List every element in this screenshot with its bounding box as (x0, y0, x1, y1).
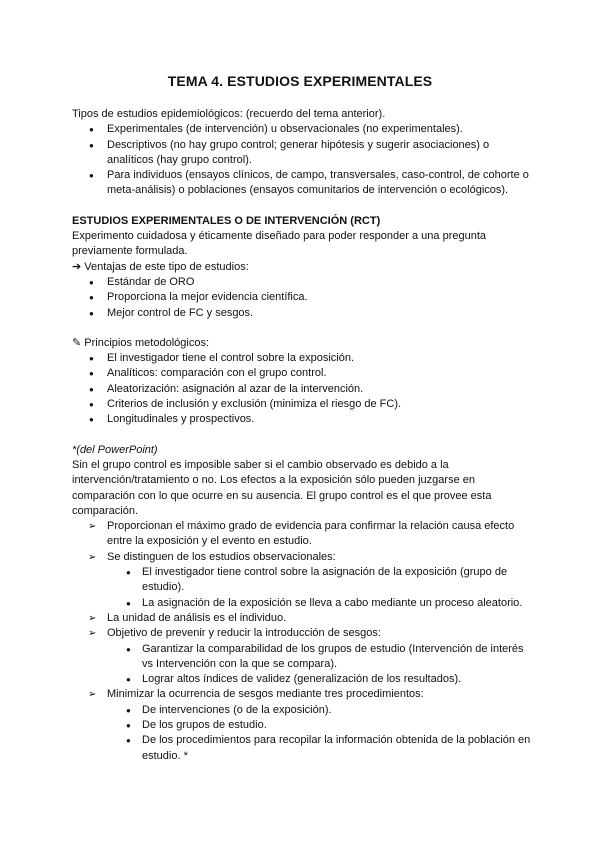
list-item: ● Estándar de ORO (72, 275, 532, 290)
sub-item: ● Garantizar la comparabilidad de los grupos de estudio (Intervención de interés vs Intervención con la que se compara). (72, 642, 532, 673)
list-item: ● Experimentales (de intervención) u observacionales (no experimentales). (72, 122, 532, 137)
page-title: TEMA 4. ESTUDIOS EXPERIMENTALES (167, 73, 433, 89)
arrow-icon: ➢ (88, 689, 97, 701)
list-item: ● Aleatorización: asignación al azar de la intervención. (72, 382, 532, 397)
arrow-item (72, 626, 532, 641)
advantages-list (72, 275, 532, 321)
intro-list (72, 122, 532, 198)
list-item: ● Analíticos: comparación con el grupo control. (72, 366, 532, 381)
list-item: ● Criterios de inclusión y exclusión (minimiza el riesgo de FC). (72, 397, 532, 412)
section-heading: ESTUDIOS EXPERIMENTALES O DE INTERVENCIÓN (RCT) (72, 214, 381, 227)
list-item: ● Descriptivos (no hay grupo control; generar hipótesis y sugerir asociaciones) o analíticos (hay grupo control). (72, 138, 532, 169)
intro-lead: Tipos de estudios epidemiológicos: (recuerdo del tema anterior). (72, 108, 386, 120)
sub-item: ● De los grupos de estudio. (72, 718, 532, 733)
arrow-item (72, 687, 532, 702)
ppt-paragraph: Sin el grupo control es imposible saber si el cambio observado es debido a la intervención/tratamiento o no. Los efectos a la exposición sólo pueden juzgarse en comparación con lo que ocurre en su ausencia. El grupo control es el que provee esta comparación. (72, 458, 492, 517)
arrow-icon: ➢ (88, 612, 97, 624)
ppt-points (72, 519, 532, 565)
advantages-label: ➔ Ventajas de este tipo de estudios: (72, 260, 249, 273)
sub-item: ● Lograr altos índices de validez (generalización de los resultados). (72, 672, 532, 687)
principles-list (72, 351, 532, 427)
sub-item: ● De los procedimientos para recopilar la información obtenida de la población en estudio. * (72, 733, 532, 764)
arrow-icon: ➢ (88, 521, 97, 533)
arrow-item (72, 519, 532, 550)
arrow-item (72, 611, 532, 626)
list-item: ● Para individuos (ensayos clínicos, de campo, transversales, caso-control, de cohorte o meta-análisis) o poblaciones (ensayos comunitarios de intervención o ecológicos). (72, 168, 532, 199)
arrow-item-text: La unidad de análisis es el individuo. (107, 611, 287, 624)
arrow-item-text: Se distinguen de los estudios observacionales: (107, 550, 336, 563)
list-item: ● El investigador tiene el control sobre la exposición. (72, 351, 532, 366)
principles-label: ✎ Principios metodológicos: (72, 336, 210, 349)
list-item: ● Longitudinales y prospectivos. (72, 412, 532, 427)
arrow-item (72, 550, 532, 565)
ppt-label: *(del PowerPoint) (72, 443, 158, 456)
sub-list (72, 703, 532, 764)
section-definition: Experimento cuidadosa y éticamente diseñado para poder responder a una pregunta previamente formulada. (72, 230, 486, 258)
arrow-item-text: Minimizar la ocurrencia de sesgos mediante tres procedimientos: (107, 688, 424, 701)
sub-item: ● El investigador tiene control sobre la asignación de la exposición (grupo de estudio). (72, 565, 532, 596)
arrow-icon: ➢ (88, 628, 97, 640)
arrow-icon: ➢ (88, 551, 97, 563)
sub-item: ● De intervenciones (o de la exposición). (72, 703, 532, 718)
list-item: ● Mejor control de FC y sesgos. (72, 306, 532, 321)
sub-list (72, 565, 532, 611)
list-item: ● Proporciona la mejor evidencia científica. (72, 290, 532, 305)
sub-item: ● La asignación de la exposición se lleva a cabo mediante un proceso aleatorio. (72, 596, 532, 611)
document-body (72, 107, 532, 764)
sub-list (72, 642, 532, 688)
arrow-item-text: Objetivo de prevenir y reducir la introducción de sesgos: (107, 627, 381, 640)
arrow-item-text: Proporcionan el máximo grado de evidencia para confirmar la relación causa efecto entre la exposición y el evento en estudio. (107, 520, 515, 548)
